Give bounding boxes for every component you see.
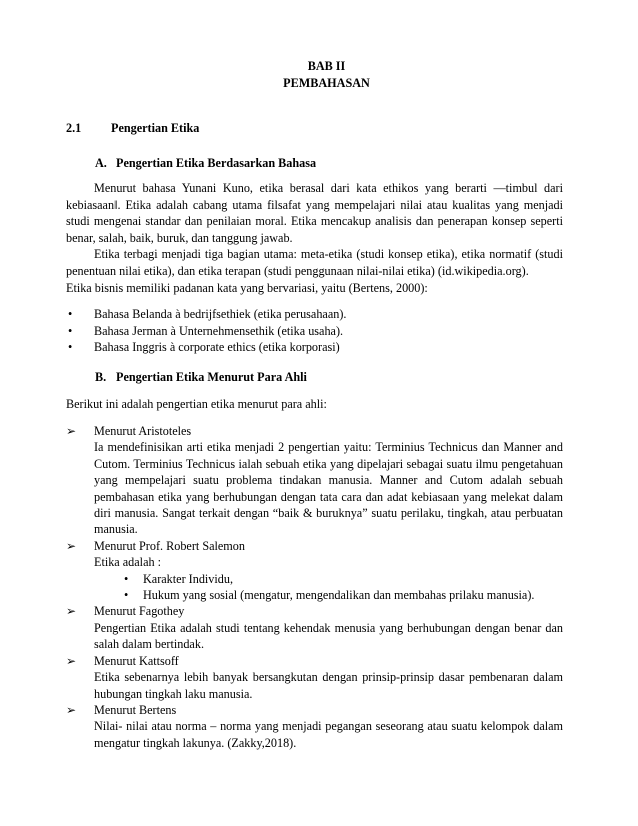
language-bullet-list: [66, 306, 563, 356]
expert-name: Menurut Fagothey: [94, 604, 185, 619]
list-item: [66, 306, 563, 323]
chapter-number: BAB II: [307, 59, 346, 73]
expert-name: Menurut Kattsoff: [94, 653, 179, 668]
list-item: [122, 571, 563, 587]
subheading-b-letter: B.: [95, 370, 107, 384]
expert-item: [66, 653, 563, 702]
list-item: [66, 339, 563, 356]
arrow-bullet-icon: ➢: [66, 604, 77, 619]
paragraph-a1: Menurut bahasa Yunani Kuno, etika berasal dari kata ethikos yang berarti ―timbul dari kebiasaan‖. Etika adalah cabang utama filsafat yang mempelajari nilai atau kualitas yang menjadi studi mengenai standar dan penilaian moral. Etika mencakup analisis dan penerapan konsep seperti benar, salah, baik, buruk, dan tanggung jawab.: [66, 181, 563, 245]
arrow-bullet-icon: ➢: [66, 653, 77, 668]
list-item-text: Bahasa Jerman à Unternehmensethik (etika usaha).: [94, 323, 344, 338]
paragraph-b1: Berikut ini adalah pengertian etika menurut para ahli:: [66, 397, 327, 411]
chapter-heading: [0, 58, 638, 92]
bullet-icon: •: [68, 323, 73, 338]
expert-item: [66, 702, 563, 751]
arrow-bullet-icon: ➢: [66, 424, 77, 438]
expert-item: [66, 538, 563, 604]
subheading-a-title: Pengertian Etika Berdasarkan Bahasa: [116, 156, 317, 170]
subheading-b: [95, 370, 307, 385]
expert-item: [66, 423, 563, 538]
list-item: [66, 323, 563, 340]
expert-text: Pengertian Etika adalah studi tentang kehendak menusia yang berhubungan dengan benar dan salah dalam bertindak.: [94, 620, 563, 652]
list-item-text: Hukum yang sosial (mengatur, mengendalikan dan membahas prilaku manusia).: [143, 588, 535, 603]
expert-text: Etika adalah :: [94, 555, 162, 570]
expert-text: Etika sebenarnya lebih banyak bersangkutan dengan prinsip-prinsip dasar pembenaran dalam hubungan tingkah laku manusia.: [94, 670, 563, 701]
paragraph-b1-wrap: [66, 396, 563, 413]
section-heading: [66, 121, 199, 136]
chapter-title: PEMBAHASAN: [283, 76, 370, 90]
expert-text: Nilai- nilai atau norma – norma yang menjadi pegangan seseorang atau suatu kelompok dalam mengatur tingkah lakunya. (Zakky,2018).: [94, 719, 563, 750]
paragraph-a2: Etika terbagi menjadi tiga bagian utama: meta-etika (studi konsep etika), etika normatif (studi penentuan nilai etika), dan etika terapan (studi penggunaan nilai-nilai etika) (id.wikipedia.org).: [66, 247, 563, 278]
bullet-icon: •: [68, 340, 73, 355]
expert-item: [66, 603, 563, 652]
expert-text: Ia mendefinisikan arti etika menjadi 2 pengertian yaitu: Terminius Technicus dan Manner and Cutom. Terminius Technicus ialah sebuah etika yang dipelajari sebagai suatu ilmu pengetahuan yang mempelajari suatu problema tindakan manusia. Manner and Cutom adalah sebuah pembahasan etika yang berhubungan dengan tata cara dan adat kebiasaan yang melekat dalam diri manusia. Sangat terkait dengan “baik & buruknya” suatu perilaku, tingkah, atau perbuatan manusia.: [94, 440, 563, 537]
section-title: Pengertian Etika: [111, 121, 200, 135]
expert-list: [66, 423, 563, 751]
list-item: [122, 587, 563, 603]
list-item-text: Bahasa Belanda à bedrijfsethiek (etika perusahaan).: [94, 307, 347, 321]
bullet-icon: •: [124, 588, 129, 603]
subheading-a-letter: A.: [95, 156, 107, 170]
expert-sub-list: [94, 571, 563, 604]
subheading-b-title: Pengertian Etika Menurut Para Ahli: [116, 370, 307, 384]
expert-name: Menurut Prof. Robert Salemon: [94, 538, 245, 553]
paragraph-a: [66, 180, 563, 280]
expert-name: Menurut Bertens: [94, 702, 177, 717]
paragraph-a3: Etika bisnis memiliki padanan kata yang bervariasi, yaitu (Bertens, 2000):: [66, 281, 428, 295]
paragraph-a3-wrap: [66, 280, 563, 297]
list-item-text: Bahasa Inggris à corporate ethics (etika korporasi): [94, 340, 340, 355]
arrow-bullet-icon: ➢: [66, 702, 77, 717]
bullet-icon: •: [68, 307, 73, 321]
list-item-text: Karakter Individu,: [143, 571, 234, 586]
arrow-bullet-icon: ➢: [66, 538, 77, 553]
section-number: 2.1: [66, 121, 82, 135]
subheading-a: [95, 156, 316, 171]
expert-name: Menurut Aristoteles: [94, 424, 192, 438]
bullet-icon: •: [124, 571, 129, 586]
